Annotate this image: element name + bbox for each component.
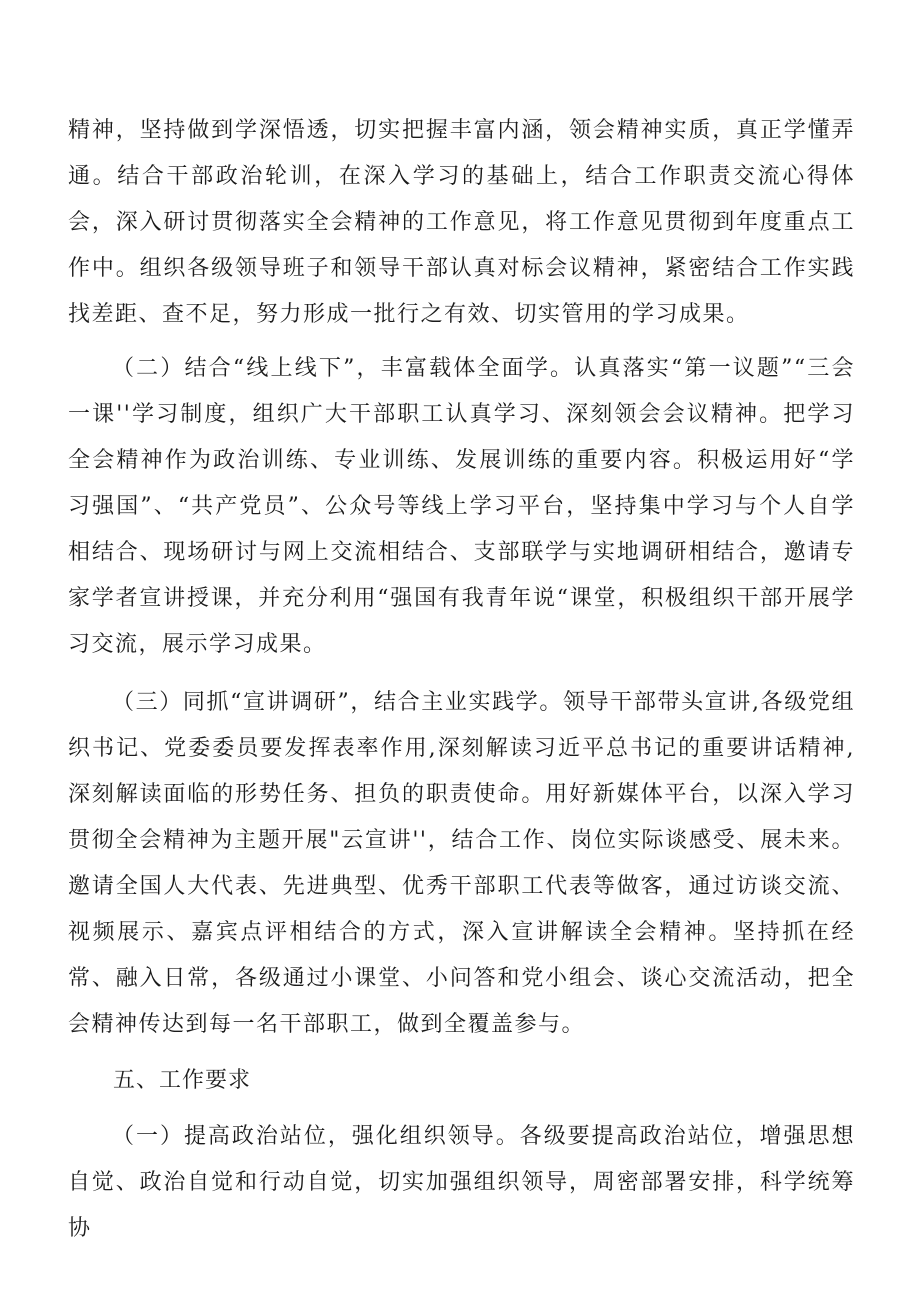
paragraph-online-offline: （二）结合“线上线下”，丰富载体全面学。认真落实“第一议题”“三会一课''学习制度，组织广大干部职工认真学习、深刻领会会议精神。把学习全会精神作为政治训练、专业训练、发展训练的重要内容。积极运用好“学习强国”、“共产党员”、公众号等线上学习平台，坚持集中学习与个人自学相结合、现场研讨与网上交流相结合、支部联学与实地调研相结合，邀请专家学者宣讲授课，并充分利用“强国有我青年说“课堂，积极组织干部开展学习交流，展示学习成果。 (68, 356, 855, 657)
paragraph-preach-research: （三）同抓“宣讲调研”，结合主业实践学。领导干部带头宣讲,各级党组织书记、党委委员要发挥表率作用,深刻解读习近平总书记的重要讲话精神,深刻解读面临的形势任务、担负的职责使命。用好新媒体平台，以深入学习贯彻全会精神为主题开展"云宣讲''，结合工作、岗位实际谈感受、展未来。邀请全国人大代表、先进典型、优秀干部职工代表等做客，通过访谈交流、视频展示、嘉宾点评相结合的方式，深入宣讲解读全会精神。坚持抓在经常、融入日常，各级通过小课堂、小问答和党小组会、谈心交流活动，把全会精神传达到每一名干部职工，做到全覆盖参与。 (68, 690, 855, 1037)
section-heading: 五、工作要求 (113, 1068, 252, 1093)
paragraph-political-stance: （一）提高政治站位，强化组织领导。各级要提高政治站位，增强思想自觉、政治自觉和行动自觉，切实加强组织领导，周密部署安排，科学统筹协 (68, 1124, 855, 1241)
paragraph-study-spirit: 精神，坚持做到学深悟透，切实把握丰富内涵，领会精神实质，真正学懂弄通。结合干部政治轮训，在深入学习的基础上，结合工作职责交流心得体会，深入研讨贯彻落实全会精神的工作意见，将工作意见贯彻到年度重点工作中。组织各级领导班子和领导干部认真对标会议精神，紧密结合工作实践找差距、查不足，努力形成一批行之有效、切实管用的学习成果。 (68, 118, 855, 327)
